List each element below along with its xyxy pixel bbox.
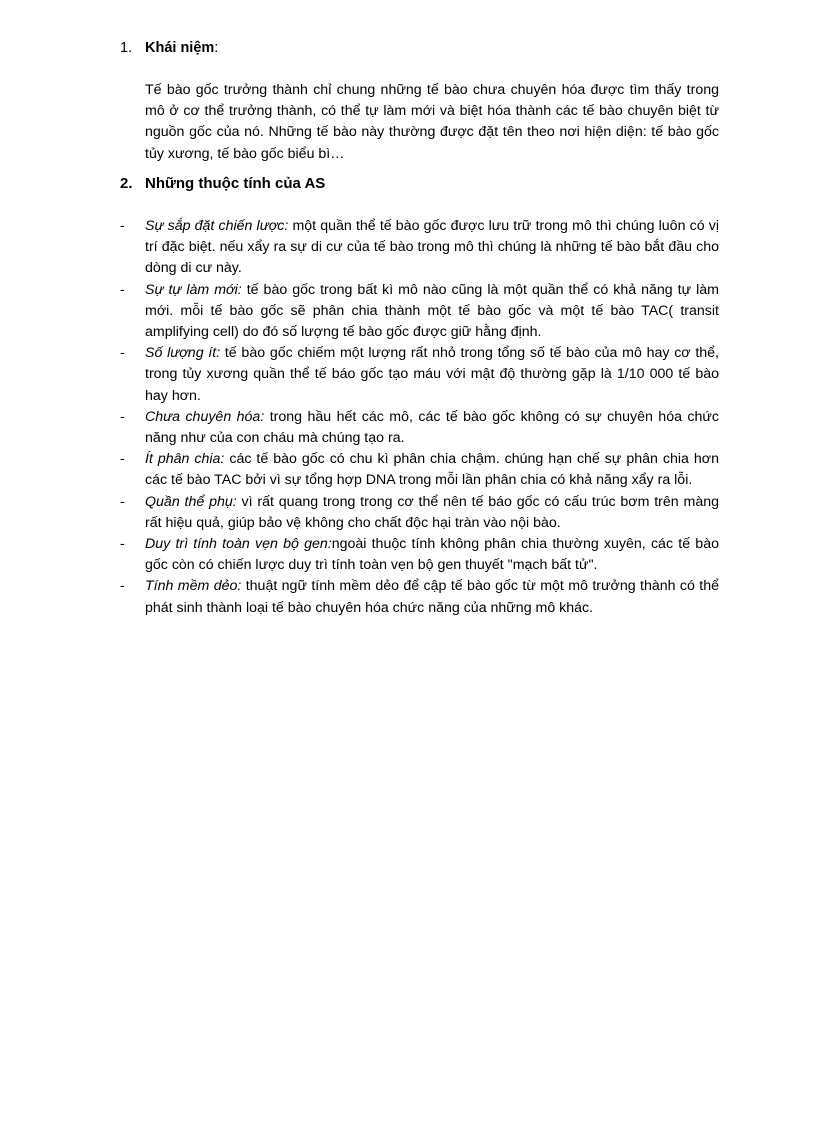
item-term: Quần thể phụ: [145,493,237,510]
item-text: tế bào gốc trong bất kì mô nào cũng là một quần thể có khả năng tự làm mới. mỗi tế bào gốc sẽ phân chia thành một tế bào gốc và một tế bào TAC( transit amplifying cell) do đó số lượng tế bào gốc được giữ hằng định. [145,281,719,341]
item-text: một quần thể tế bào gốc được lưu trữ trong mô thì chúng luôn có vị trí đặc biệt. nếu xẩy ra sự di cư của tế bào trong mô thì chúng là những tế bào bắt đầu cho dòng di cư này. [145,218,719,277]
item-term: Duy trì tính toàn vẹn bộ gen: [145,536,332,553]
list-item [120,280,719,344]
section-number: 2. [120,175,133,192]
section-concept [120,38,720,165]
item-term: Số lượng ít: [145,345,221,362]
list-item [120,534,719,576]
bullet-dash: - [120,218,125,234]
list-item [120,576,719,618]
section-number: 1. [120,40,133,56]
section-title: Khái niệm [145,40,215,56]
bullet-dash: - [120,281,125,298]
item-text: vì rất quang trong trong cơ thể nên tế báo gốc có cấu trúc bơm trên màng rất hiệu quả, giúp bảo vệ không cho chất độc hại tràn vào nội bào. [145,493,719,531]
property-list [120,216,720,619]
bullet-dash: - [120,536,125,553]
item-text: tế bào gốc chiếm một lượng rất nhỏ trong tổng số tế bào của mô hay cơ thể, trong tủy xương quần thể tế báo gốc tạo máu với mật độ thường gặp là 1/10 000 tế bào hay hơn. [145,345,719,404]
list-item [120,343,719,407]
section-title-suffix: : [214,40,219,56]
section-title: Những thuộc tính của AS [145,175,326,192]
item-text: thuật ngữ tính mềm dẻo để cập tế bào gốc từ một mô trưởng thành có thể phát sinh thành loại tế bào chuyên hóa chức năng của những mô khác. [145,578,719,616]
bullet-dash: - [120,578,125,595]
item-term: Chưa chuyên hóa: [145,408,265,425]
item-term: Tính mềm dẻo: [145,578,242,595]
bullet-dash: - [120,345,125,362]
item-term: Sự sắp đặt chiến lược: [145,218,289,234]
item-text: các tế bào gốc có chu kì phân chia chậm. chúng hạn chế sự phân chia hơn các tế bào TAC bởi vì sự tổng hợp DNA trong mỗi lần phân chia có khả năng xẩy ra lỗi. [145,451,719,489]
bullet-dash: - [120,408,125,425]
section-paragraph: Tế bào gốc trưởng thành chỉ chung những tế bào chưa chuyên hóa được tìm thấy trong mô ở cơ thể trưởng thành, có thể tự làm mới và biệt hóa thành các tế bào chuyên biệt từ nguồn gốc của nó. Những tế bào này thường được đặt tên theo nơi hiện diện: tế bào gốc tủy xương, tế bào gốc biểu bì… [145,82,719,162]
item-text: trong hầu hết các mô, các tế bào gốc không có sự chuyên hóa chức năng như của con cháu mà chúng tạo ra. [145,408,719,447]
list-item [120,216,719,280]
list-item [120,407,719,449]
section-properties [120,174,720,619]
item-term: Sự tự làm mới: [145,281,242,298]
list-item [120,492,719,534]
bullet-dash: - [120,493,125,510]
section-heading [120,38,720,58]
section-heading [120,174,720,194]
bullet-dash: - [120,451,125,468]
item-text: ngoài thuộc tính không phân chia thường xuyên, các tế bào gốc còn có chiến lược duy trì tính toàn vẹn bộ gen thuyết "mạch bất tử". [145,536,719,574]
item-term: Ít phân chia: [145,451,225,468]
list-item [120,449,719,491]
